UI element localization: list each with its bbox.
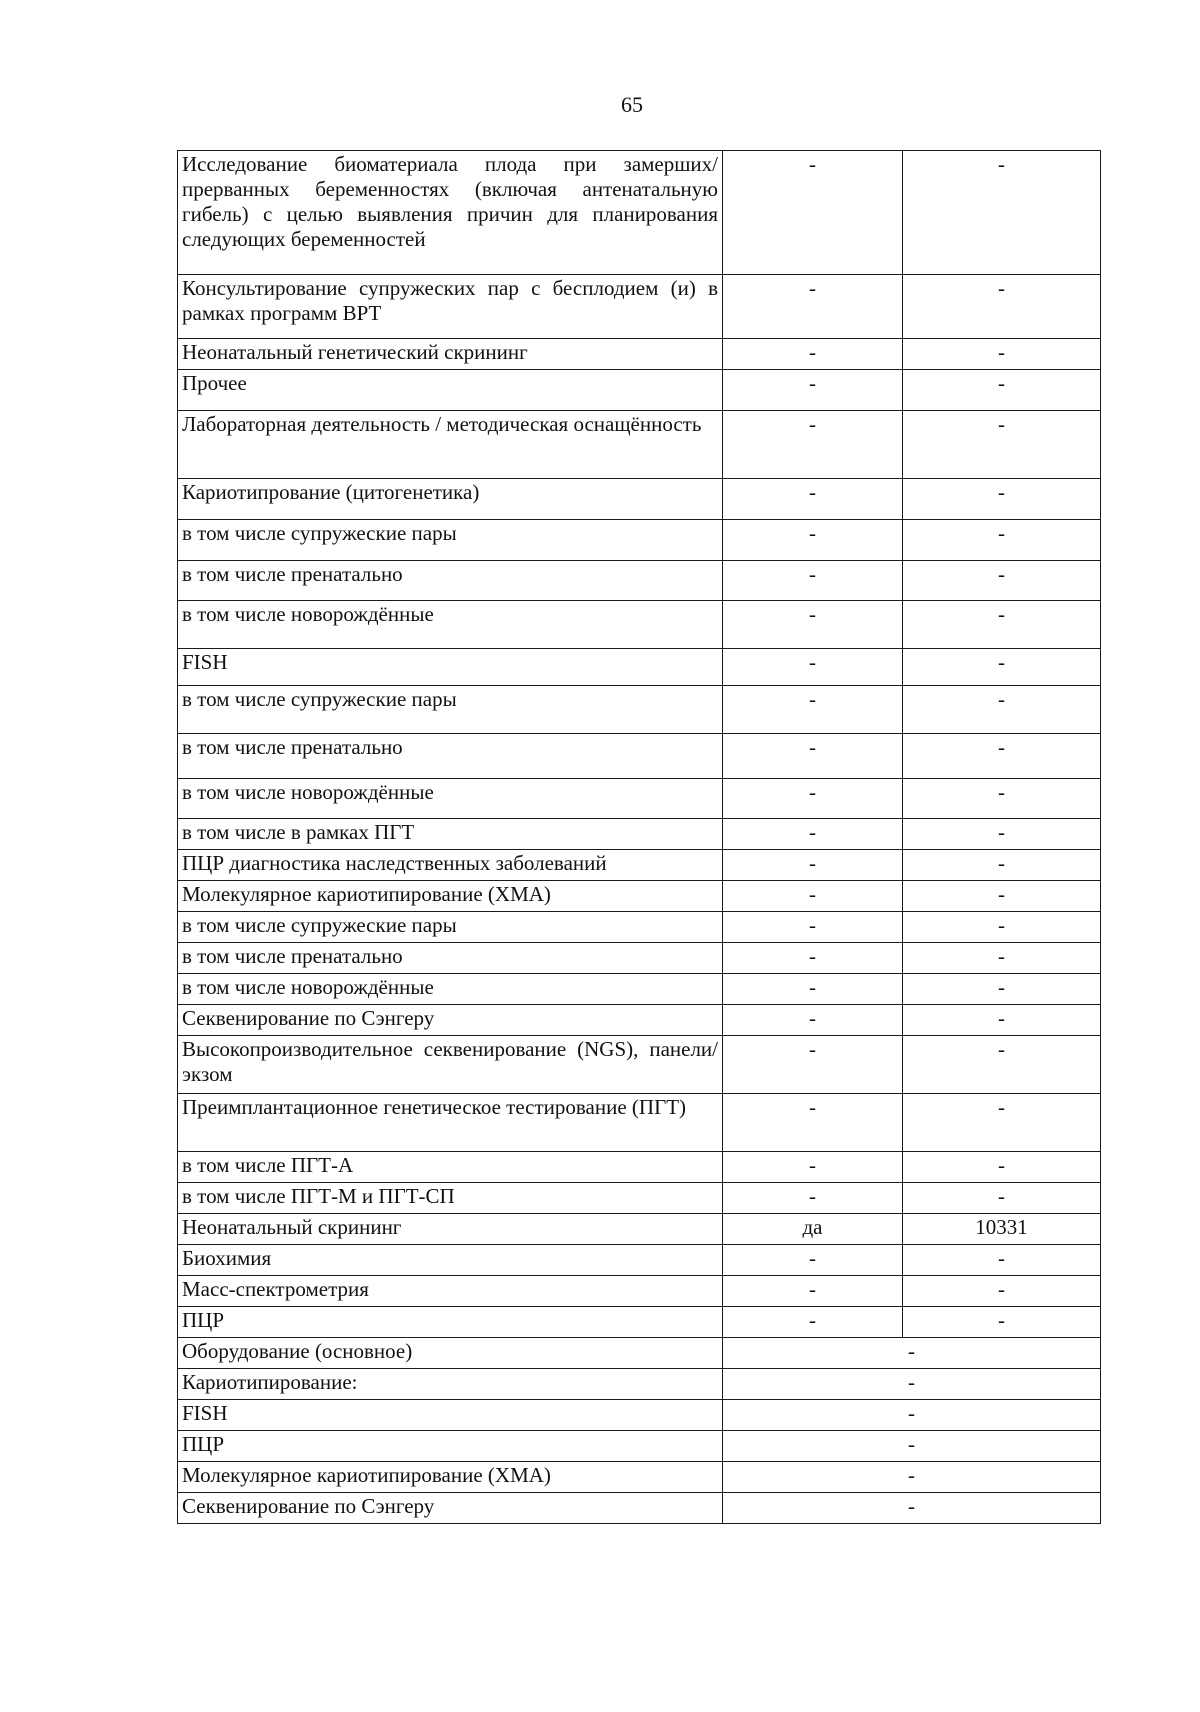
row-value-1: да: [723, 1214, 903, 1245]
table-row: [178, 479, 1101, 520]
row-value-2: -: [903, 601, 1101, 649]
table-row: [178, 1183, 1101, 1214]
table-row: [178, 275, 1101, 339]
table-row: [178, 601, 1101, 649]
data-table: [177, 150, 1101, 1524]
row-value-1: -: [723, 1307, 903, 1338]
row-label: Молекулярное кариотипирование (ХМА): [178, 881, 723, 912]
row-value-2: -: [903, 520, 1101, 561]
row-value-2: -: [903, 734, 1101, 779]
row-label: ПЦР: [178, 1307, 723, 1338]
row-label: FISH: [178, 649, 723, 686]
table-row: [178, 1214, 1101, 1245]
row-label: Исследование биоматериала плода при замерших/прерванных беременностях (включая антенатальную гибель) с целью выявления причин для планирования следующих беременностей: [178, 151, 723, 275]
table-row-merged: [178, 1493, 1101, 1524]
row-value-1: -: [723, 686, 903, 734]
row-value-2: -: [903, 1005, 1101, 1036]
table-body: [178, 151, 1101, 1524]
row-value-1: -: [723, 1094, 903, 1152]
row-value-1: -: [723, 339, 903, 370]
row-label: в том числе в рамках ПГТ: [178, 819, 723, 850]
row-value-1: -: [723, 649, 903, 686]
row-value-1: -: [723, 370, 903, 411]
row-value-1: -: [723, 520, 903, 561]
row-value-1: -: [723, 974, 903, 1005]
table-row: [178, 734, 1101, 779]
row-value-2: -: [903, 686, 1101, 734]
row-value-2: -: [903, 370, 1101, 411]
row-label: Секвенирование по Сэнгеру: [178, 1493, 723, 1524]
row-label: Масс-спектрометрия: [178, 1276, 723, 1307]
row-value-2: -: [903, 1245, 1101, 1276]
table-row-merged: [178, 1369, 1101, 1400]
table-row: [178, 1152, 1101, 1183]
row-label: в том числе супружеские пары: [178, 520, 723, 561]
row-value-2: -: [903, 1036, 1101, 1094]
table-row: [178, 520, 1101, 561]
row-label: в том числе новорождённые: [178, 601, 723, 649]
row-value-1: -: [723, 151, 903, 275]
row-value-1: -: [723, 943, 903, 974]
table-row: [178, 819, 1101, 850]
table-row: [178, 1005, 1101, 1036]
row-label: Кариотипрование (цитогенетика): [178, 479, 723, 520]
row-value-1: -: [723, 850, 903, 881]
table-row-merged: [178, 1431, 1101, 1462]
row-label: в том числе супружеские пары: [178, 686, 723, 734]
row-value-1: -: [723, 561, 903, 601]
row-label: Биохимия: [178, 1245, 723, 1276]
table-row-merged: [178, 1400, 1101, 1431]
row-value-2: -: [903, 1276, 1101, 1307]
row-value-2: -: [903, 1152, 1101, 1183]
row-value-1: -: [723, 1183, 903, 1214]
row-value-2: -: [903, 943, 1101, 974]
row-label: FISH: [178, 1400, 723, 1431]
row-label: Прочее: [178, 370, 723, 411]
table-row: [178, 411, 1101, 479]
row-value-1: -: [723, 1276, 903, 1307]
row-label: Молекулярное кариотипирование (ХМА): [178, 1462, 723, 1493]
row-label: Оборудование (основное): [178, 1338, 723, 1369]
table-row: [178, 1307, 1101, 1338]
row-value-2: 10331: [903, 1214, 1101, 1245]
row-value-1: -: [723, 411, 903, 479]
row-label: в том числе новорождённые: [178, 779, 723, 819]
row-value-2: -: [903, 151, 1101, 275]
row-value-1: -: [723, 601, 903, 649]
row-value-2: -: [903, 912, 1101, 943]
row-label: Лабораторная деятельность / методическая оснащённость: [178, 411, 723, 479]
table-row: [178, 561, 1101, 601]
table-row: [178, 779, 1101, 819]
table-row: [178, 649, 1101, 686]
row-label: в том числе ПГТ-М и ПГТ-СП: [178, 1183, 723, 1214]
row-label: ПЦР: [178, 1431, 723, 1462]
row-value-merged: -: [723, 1431, 1101, 1462]
row-value-2: -: [903, 411, 1101, 479]
row-value-1: -: [723, 819, 903, 850]
row-value-1: -: [723, 1152, 903, 1183]
row-value-2: -: [903, 819, 1101, 850]
row-value-2: -: [903, 649, 1101, 686]
row-label: в том числе пренатально: [178, 943, 723, 974]
row-label: Преимплантационное генетическое тестирование (ПГТ): [178, 1094, 723, 1152]
row-label: Неонатальный генетический скрининг: [178, 339, 723, 370]
table-row-merged: [178, 1338, 1101, 1369]
row-label: Консультирование супружеских пар с бесплодием (и) в рамках программ ВРТ: [178, 275, 723, 339]
row-value-2: -: [903, 779, 1101, 819]
row-value-merged: -: [723, 1462, 1101, 1493]
row-value-2: -: [903, 881, 1101, 912]
table-row: [178, 1094, 1101, 1152]
row-value-1: -: [723, 275, 903, 339]
table-row-merged: [178, 1462, 1101, 1493]
row-label: в том числе супружеские пары: [178, 912, 723, 943]
row-value-1: -: [723, 479, 903, 520]
row-value-2: -: [903, 974, 1101, 1005]
row-value-1: -: [723, 1005, 903, 1036]
row-label: в том числе ПГТ-А: [178, 1152, 723, 1183]
table-row: [178, 943, 1101, 974]
table-row: [178, 151, 1101, 275]
page-number: 65: [621, 92, 643, 117]
row-label: Кариотипирование:: [178, 1369, 723, 1400]
row-value-1: -: [723, 734, 903, 779]
row-value-2: -: [903, 1094, 1101, 1152]
table-row: [178, 1245, 1101, 1276]
row-label: Высокопроизводительное секвенирование (NGS), панели/экзом: [178, 1036, 723, 1094]
row-value-2: -: [903, 561, 1101, 601]
row-value-1: -: [723, 881, 903, 912]
table-row: [178, 370, 1101, 411]
table-row: [178, 1276, 1101, 1307]
row-value-2: -: [903, 1183, 1101, 1214]
row-label: Неонатальный скрининг: [178, 1214, 723, 1245]
row-value-merged: -: [723, 1400, 1101, 1431]
table-row: [178, 686, 1101, 734]
table-row: [178, 339, 1101, 370]
row-label: в том числе пренатально: [178, 561, 723, 601]
row-value-2: -: [903, 339, 1101, 370]
table-row: [178, 850, 1101, 881]
table-row: [178, 1036, 1101, 1094]
row-label: Секвенирование по Сэнгеру: [178, 1005, 723, 1036]
row-value-2: -: [903, 479, 1101, 520]
row-label: ПЦР диагностика наследственных заболеваний: [178, 850, 723, 881]
row-value-1: -: [723, 779, 903, 819]
table-row: [178, 912, 1101, 943]
row-value-2: -: [903, 1307, 1101, 1338]
table-row: [178, 881, 1101, 912]
row-label: в том числе пренатально: [178, 734, 723, 779]
row-value-1: -: [723, 1036, 903, 1094]
row-value-merged: -: [723, 1369, 1101, 1400]
row-value-2: -: [903, 275, 1101, 339]
row-value-1: -: [723, 912, 903, 943]
table-row: [178, 974, 1101, 1005]
row-value-1: -: [723, 1245, 903, 1276]
row-value-merged: -: [723, 1338, 1101, 1369]
row-value-merged: -: [723, 1493, 1101, 1524]
row-value-2: -: [903, 850, 1101, 881]
row-label: в том числе новорождённые: [178, 974, 723, 1005]
